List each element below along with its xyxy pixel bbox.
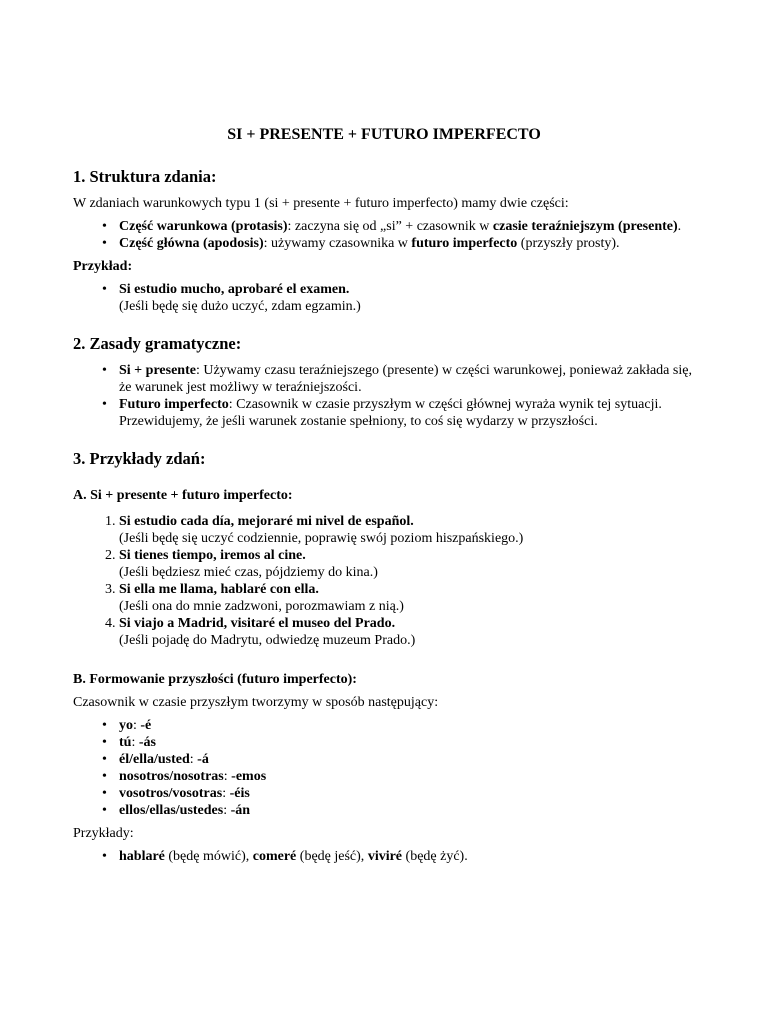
list-item: • tú: -ás [119,734,693,751]
list-item: 4. Si viajo a Madrid, visitaré el museo del Prado. (Jeśli pojadę do Madrytu, odwiedzę muzeum Prado.) [119,615,693,649]
list-item: • Futuro imperfecto: Czasownik w czasie przyszłym w części głównej wyraża wynik tej sytuacji. Przewidujemy, że jeśli warunek zostanie spełniony, to coś się wydarzy w przyszłości. [119,396,693,430]
list-item: • Si + presente: Używamy czasu teraźniejszego (presente) w części warunkowej, ponieważ zakłada się, że warunek jest możliwy w teraźniejszości. [119,362,693,396]
endings-list [73,717,693,819]
section-2-list [73,362,693,430]
list-item: • Si estudio mucho, aprobaré el examen. (Jeśli będę się dużo uczyć, zdam egzamin.) [119,281,693,315]
list-item: • Część warunkowa (protasis): zaczyna się od „si” + czasownik w czasie teraźniejszym (presente). [119,218,693,235]
section-1-intro: W zdaniach warunkowych typu 1 (si + presente + futuro imperfecto) mamy dwie części: [73,196,569,211]
list-item: • yo: -é [119,717,693,734]
list-item: • Część główna (apodosis): używamy czasownika w futuro imperfecto (przyszły prosty). [119,235,693,252]
list-item: 3. Si ella me llama, hablaré con ella. (Jeśli ona do mnie zadzwoni, porozmawiam z nią.) [119,581,693,615]
section-1-list [73,218,693,252]
subsection-b-intro: Czasownik w czasie przyszłym tworzymy w sposób następujący: [73,695,439,710]
document-body [73,167,693,865]
document-title: SI + PRESENTE + FUTURO IMPERFECTO [227,126,541,143]
section-1-heading: 1. Struktura zdania: [73,167,217,186]
subsection-b-example-list [73,848,693,865]
subsection-b-heading: B. Formowanie przyszłości (futuro imperfecto): [73,672,357,687]
list-item: • él/ella/usted: -á [119,751,693,768]
subsection-b-examples-label: Przykłady: [73,826,134,841]
list-item: 2. Si tienes tiempo, iremos al cine. (Jeśli będziesz mieć czas, pójdziemy do kina.) [119,547,693,581]
subsection-a-heading: A. Si + presente + futuro imperfecto: [73,488,293,503]
section-2-heading: 2. Zasady gramatyczne: [73,334,242,353]
section-1-example-list [73,281,693,315]
section-1-example-label: Przykład: [73,259,133,274]
list-item: • nosotros/nosotras: -emos [119,768,693,785]
list-item: • hablaré (będę mówić), comeré (będę jeść), viviré (będę żyć). [119,848,693,865]
section-3-heading: 3. Przykłady zdań: [73,449,206,468]
list-item: • vosotros/vosotras: -éis [119,785,693,802]
list-item: • ellos/ellas/ustedes: -án [119,802,693,819]
list-item: 1. Si estudio cada día, mejoraré mi nivel de español. (Jeśli będę się uczyć codziennie, poprawię swój poziom hiszpańskiego.) [119,513,693,547]
subsection-a-list [73,513,693,649]
